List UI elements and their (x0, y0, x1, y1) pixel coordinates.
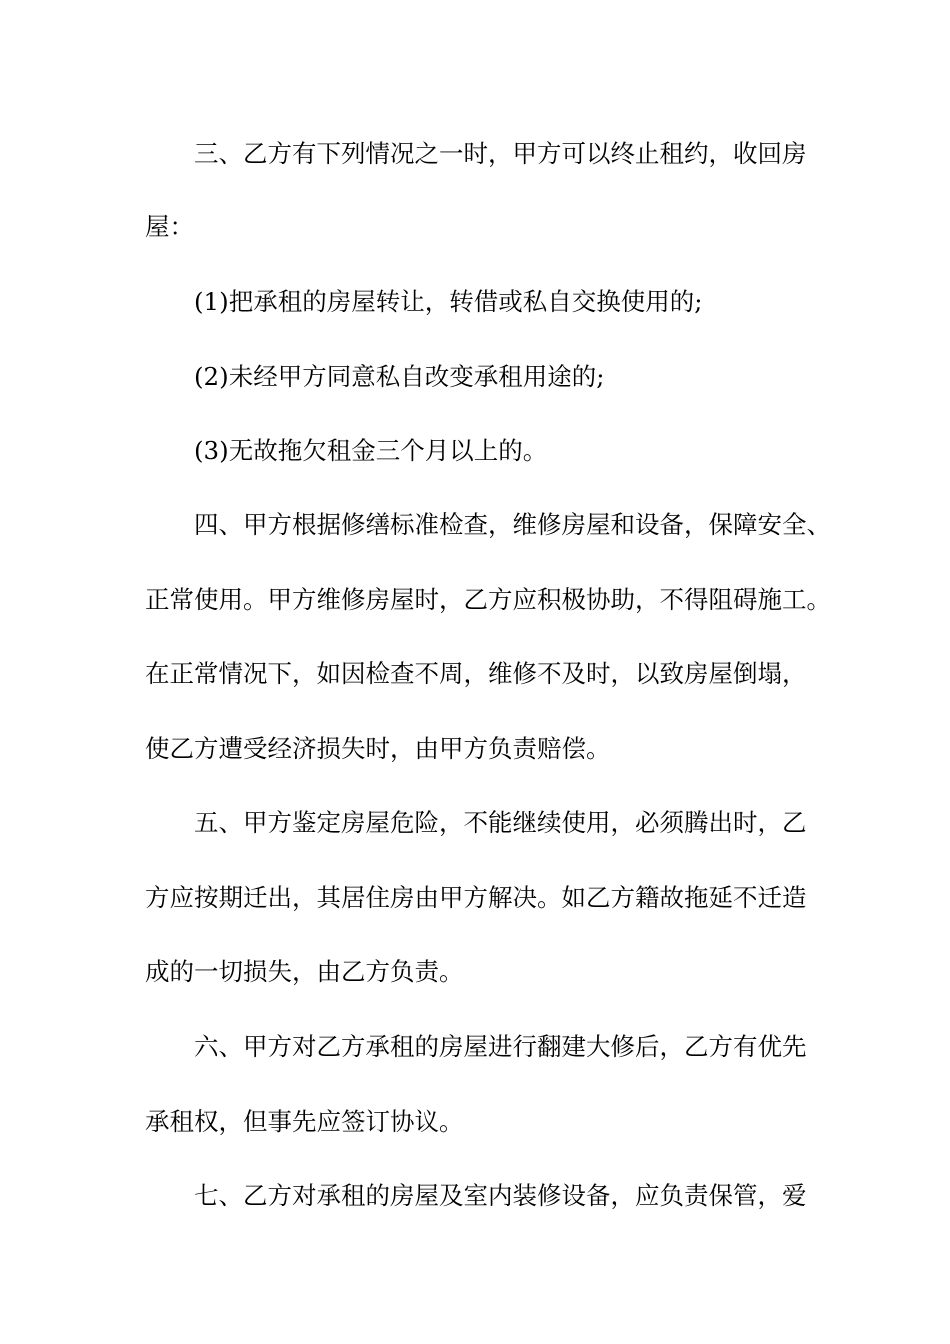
clause-5-line-1: 五、甲方鉴定房屋危险，不能继续使用，必须腾出时，乙 (194, 808, 807, 837)
clause-4-line-2: 正常使用。甲方维修房屋时，乙方应积极协助，不得阻碍施工。 (145, 585, 831, 614)
clause-5-line-2: 方应按期迁出，其居住房由甲方解决。如乙方籍故拖延不迁造 (145, 883, 807, 912)
clause-7-line-1: 七、乙方对承租的房屋及室内装修设备，应负责保管，爱 (194, 1181, 807, 1210)
clause-3-item-2: (2)未经甲方同意私自改变承租用途的; (194, 362, 605, 391)
clause-4-line-3: 在正常情况下，如因检查不周，维修不及时，以致房屋倒塌， (145, 659, 807, 688)
clause-6-line-1: 六、甲方对乙方承租的房屋进行翻建大修后，乙方有优先 (194, 1032, 807, 1061)
clause-4-line-4: 使乙方遭受经济损失时，由甲方负责赔偿。 (145, 734, 611, 763)
clause-3-item-3: (3)无故拖欠租金三个月以上的。 (194, 436, 548, 465)
clause-4-line-1: 四、甲方根据修缮标准检查，维修房屋和设备，保障安全、 (194, 510, 831, 539)
clause-5-line-3: 成的一切损失，由乙方负责。 (145, 957, 464, 986)
clause-6-line-2: 承租权，但事先应签订协议。 (145, 1107, 464, 1136)
clause-3-line-2: 屋： (145, 212, 194, 241)
clause-3-item-1: (1)把承租的房屋转让，转借或私自交换使用的; (194, 287, 703, 316)
clause-3-line-1: 三、乙方有下列情况之一时，甲方可以终止租约，收回房 (194, 139, 807, 168)
